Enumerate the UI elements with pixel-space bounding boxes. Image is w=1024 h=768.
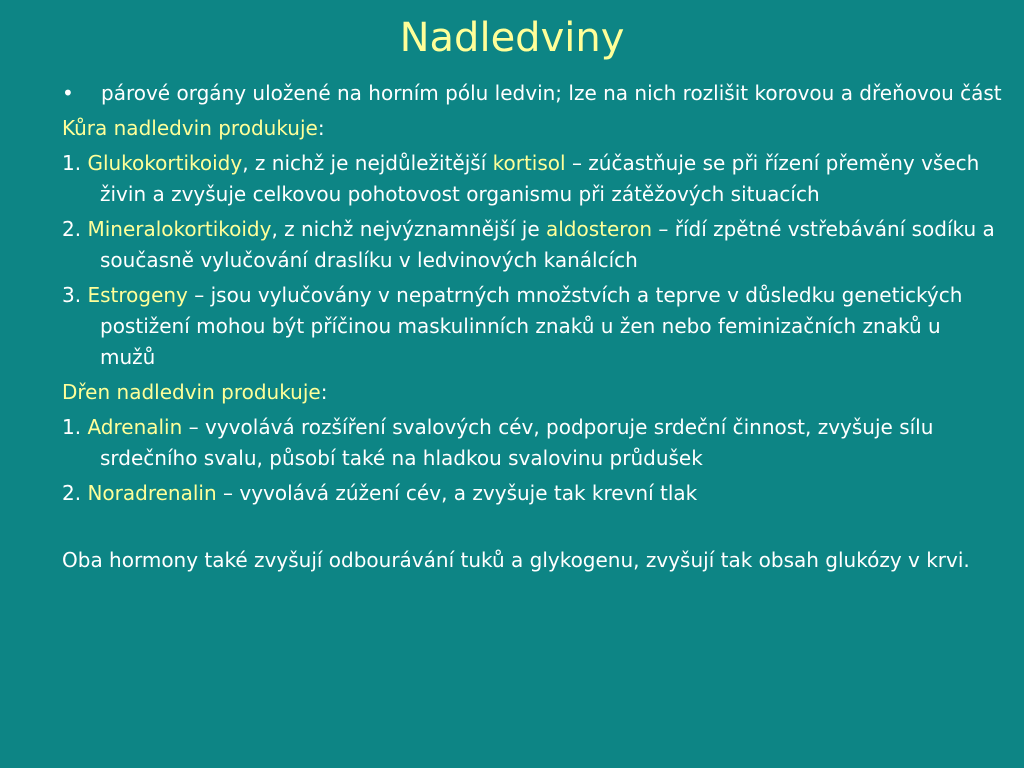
slide-title: Nadledviny xyxy=(399,15,625,61)
medulla-heading xyxy=(62,377,1002,408)
cortex-item-1 xyxy=(62,148,1002,210)
hormone-term: Noradrenalin xyxy=(87,481,217,505)
medulla-heading-text: Dřen nadledvin produkuje xyxy=(62,380,321,404)
summary-paragraph: Oba hormony také zvyšují odbourávání tuků a glykogenu, zvyšují tak obsah glukózy v krvi. xyxy=(62,548,970,572)
hormone-term: Adrenalin xyxy=(87,415,183,439)
item-number: 1. xyxy=(62,415,82,439)
cortex-heading xyxy=(62,113,1002,144)
item-text: , z nichž nejvýznamnější je xyxy=(271,217,540,241)
item-number: 1. xyxy=(62,151,82,175)
intro-text: párové orgány uložené na horním pólu ledvin; lze na nich rozlišit korovou a dřeňovou část xyxy=(101,81,1002,105)
slide-content xyxy=(62,78,1002,577)
item-text: – vyvolává rozšíření svalových cév, podporuje srdeční činnost, zvyšuje sílu srdečního svalu, působí také na hladkou svalovinu průdušek xyxy=(100,415,934,470)
hormone-term: Glukokortikoidy xyxy=(87,151,243,175)
hormone-key: aldosteron xyxy=(545,217,652,241)
item-text: – zúčastňuje se při řízení přeměny všech živin a zvyšuje celkovou pohotovost organismu při zátěžových situacích xyxy=(100,151,980,206)
item-text: , z nichž je nejdůležitější xyxy=(242,151,487,175)
item-number: 2. xyxy=(62,481,82,505)
medulla-item-2 xyxy=(62,478,1002,509)
hormone-term: Mineralokortikoidy xyxy=(87,217,272,241)
hormone-key: kortisol xyxy=(492,151,566,175)
bullet-dot: • xyxy=(62,81,74,105)
cortex-item-2 xyxy=(62,214,1002,276)
item-text: – vyvolává zúžení cév, a zvyšuje tak krevní tlak xyxy=(223,481,698,505)
cortex-heading-text: Kůra nadledvin produkuje xyxy=(62,116,318,140)
item-text: – řídí zpětné vstřebávání sodíku a současně vylučování draslíku v ledvinových kanálcích xyxy=(100,217,995,272)
medulla-heading-colon: : xyxy=(320,380,328,404)
cortex-item-3 xyxy=(62,280,1002,373)
item-text: – jsou vylučovány v nepatrných množstvích a teprve v důsledku genetických postižení mohou být příčinou maskulinních znaků u žen nebo feminizačních znaků u mužů xyxy=(100,283,963,369)
item-number: 3. xyxy=(62,283,82,307)
item-number: 2. xyxy=(62,217,82,241)
spacer xyxy=(62,513,1002,543)
intro-bullet xyxy=(62,78,1002,109)
medulla-item-1 xyxy=(62,412,1002,474)
cortex-heading-colon: : xyxy=(317,116,325,140)
hormone-term: Estrogeny xyxy=(87,283,188,307)
